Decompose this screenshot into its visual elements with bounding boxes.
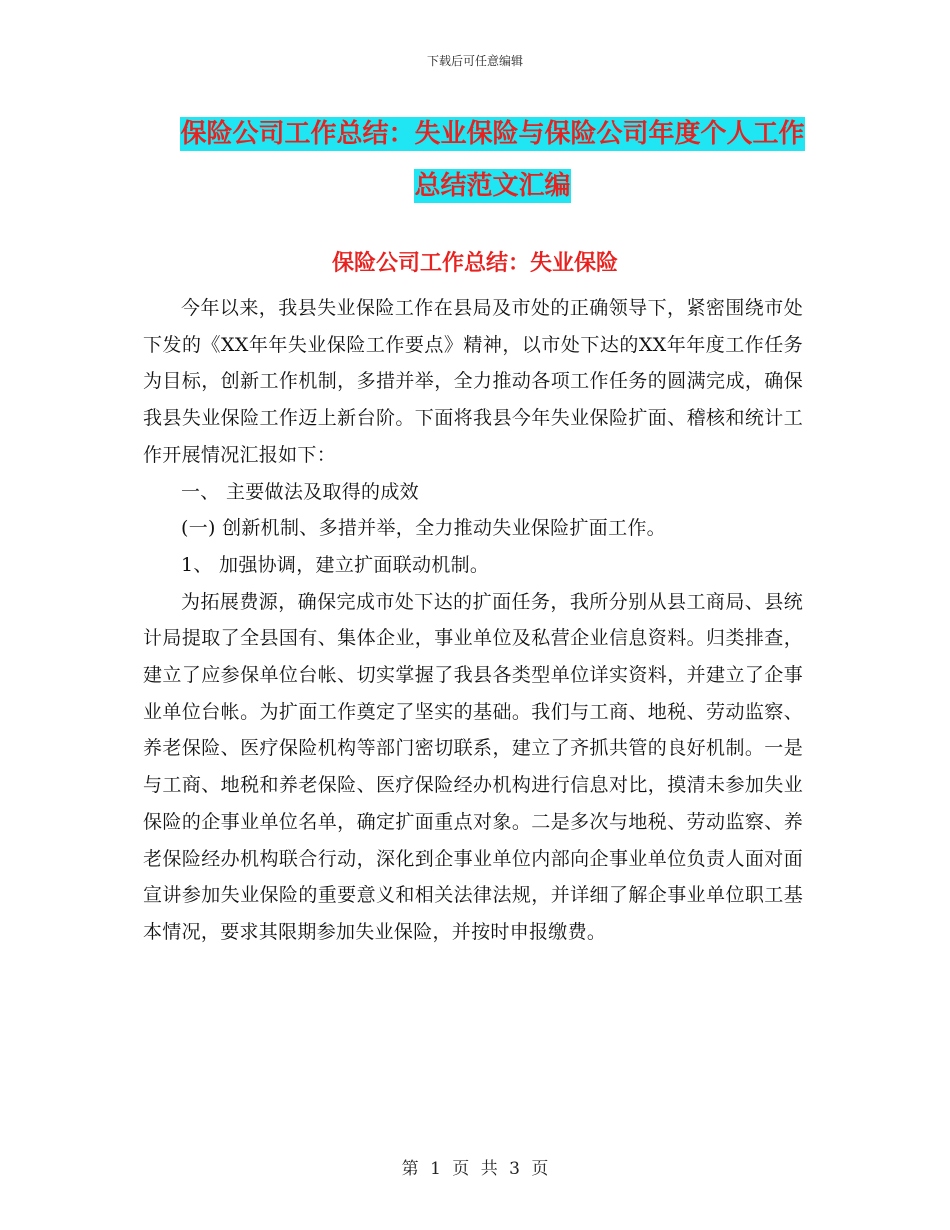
- paragraph-intro: 今年以来，我县失业保险工作在县局及市处的正确领导下，紧密围绕市处下发的《XX年年失业保险工作要点》精神，以市处下达的XX年年度工作任务为目标，创新工作机制，多措并举，全力推动各项工作任务的圆满完成，确保我县失业保险工作迈上新台阶。下面将我县今年失业保险扩面、稽核和统计工作开展情况汇报如下：: [143, 297, 803, 466]
- heading-level-3: 1、 加强协调，建立扩面联动机制。: [181, 553, 490, 576]
- heading-level-2: (一) 创新机制、多措并举，全力推动失业保险扩面工作。: [181, 517, 666, 540]
- section-title: 保险公司工作总结：失业保险: [331, 251, 618, 276]
- document-title-text: 保险公司工作总结：失业保险与保险公司年度个人工作总结范文汇编: [180, 119, 805, 201]
- page-number-footer: 第 1 页 共 3 页: [401, 1159, 549, 1179]
- heading-level-1: 一、 主要做法及取得的成效: [181, 480, 419, 503]
- page-header-note: 下载后可任意编辑: [426, 54, 523, 68]
- document-title: [180, 108, 805, 212]
- paragraph-body: 为拓展费源，确保完成市处下达的扩面任务，我所分别从县工商局、县统计局提取了全县国有、集体企业，事业单位及私营企业信息资料。归类排查，建立了应参保单位台帐、切实掌握了我县各类型单位详实资料，并建立了企事业单位台帐。为扩面工作奠定了坚实的基础。我们与工商、地税、劳动监察、养老保险、医疗保险机构等部门密切联系，建立了齐抓共管的良好机制。一是与工商、地税和养老保险、医疗保险经办机构进行信息对比，摸清未参加失业保险的企事业单位名单，确定扩面重点对象。二是多次与地税、劳动监察、养老保险经办机构联合行动，深化到企事业单位内部向企事业单位负责人面对面宣讲参加失业保险的重要意义和相关法律法规，并详细了解企事业单位职工基本情况，要求其限期参加失业保险，并按时申报缴费。: [143, 590, 803, 943]
- document-body: [143, 290, 803, 951]
